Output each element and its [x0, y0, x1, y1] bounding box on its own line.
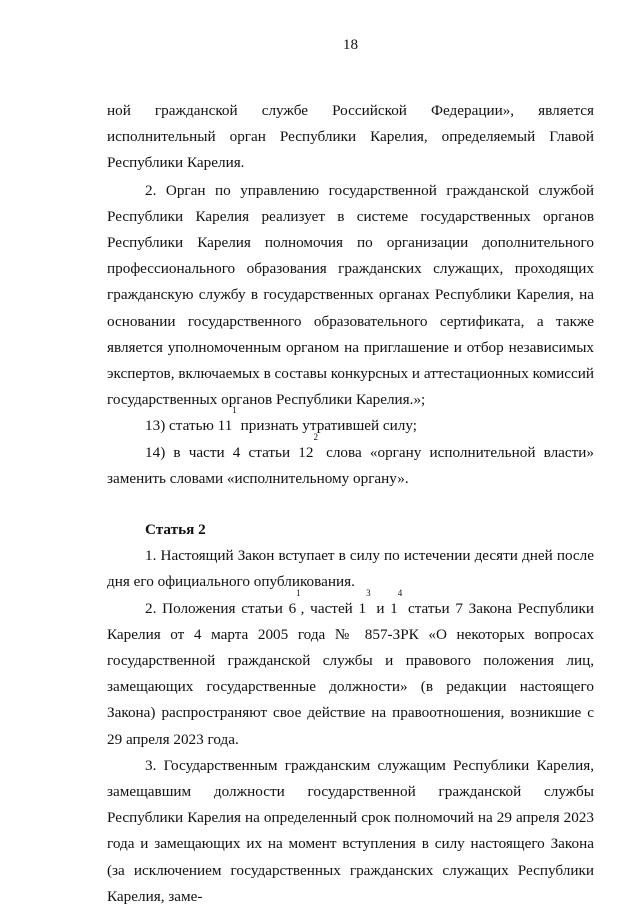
superscript: 3 — [366, 587, 371, 598]
page-number: 18 — [342, 36, 359, 53]
paragraph-item-13 — [107, 405, 594, 439]
paragraph-item-2: 2. Орган по управлению государственной гражданской службой Республики Карелия реализует в системе государственных органов Республики Карелия полномочия по организации дополнительного профессионального образования гражданских служащих, проходящих гражданскую службу в государственных органах Республики Карелия, на основании государственного образовательного сертификата, а также является уполномоченным органом на приглашение и отбор независимых экспертов, включаемых в составы конкурсных и аттестационных комиссий государственных органов Республики Карелия.»; — [107, 181, 594, 409]
paragraph-article2-1: 1. Настоящий Закон вступает в силу по истечении десяти дней после дня его официального опубликования. — [107, 547, 594, 591]
text-run: и 1 — [370, 599, 398, 617]
text-run: статьи 7 Закона Республики Карелия от 4 марта 2005 года № 857-ЗРК «О некоторых вопросах государственной гражданской службы и правового положения лиц, замещающих государственные должности» (в редакции настоящего Закона) распространяют свое действие на правоотношения, возникшие с 29 апреля 2023 года. — [107, 599, 594, 748]
text-run: признать утратившей силу; — [236, 417, 417, 435]
article-heading: Статья 2 — [145, 521, 206, 539]
paragraph-article2-2 — [107, 587, 594, 753]
text-run: 13) статью 11 — [145, 417, 233, 435]
text-run: , частей 1 — [300, 599, 367, 617]
superscript: 1 — [296, 587, 301, 598]
superscript: 2 — [313, 431, 318, 442]
paragraph-article2-3: 3. Государственным гражданским служащим Республики Карелия, замещавшим должности государственной гражданской службы Республики Карелия на определенный срок полномочий на 29 апреля 2023 года и замещающих их на момент вступления в силу настоящего Закона (за исключением государственных гражданских служащих Республики Карелия, заме- — [107, 756, 594, 905]
text-run: 14) в части 4 статьи 12 — [145, 443, 314, 461]
superscript: 4 — [397, 587, 403, 598]
text-run: слова «органу исполнительной власти» заменить словами «исполнительному органу». — [107, 443, 595, 487]
paragraph-item-14 — [107, 431, 595, 492]
paragraph-continuation: ной гражданской службе Российской Федерации», является исполнительный орган Республики Карелия, определяемый Главой Республики Карелия. — [107, 102, 594, 172]
superscript: 1 — [232, 405, 237, 416]
text-run: 2. Положения статьи 6 — [145, 599, 297, 617]
